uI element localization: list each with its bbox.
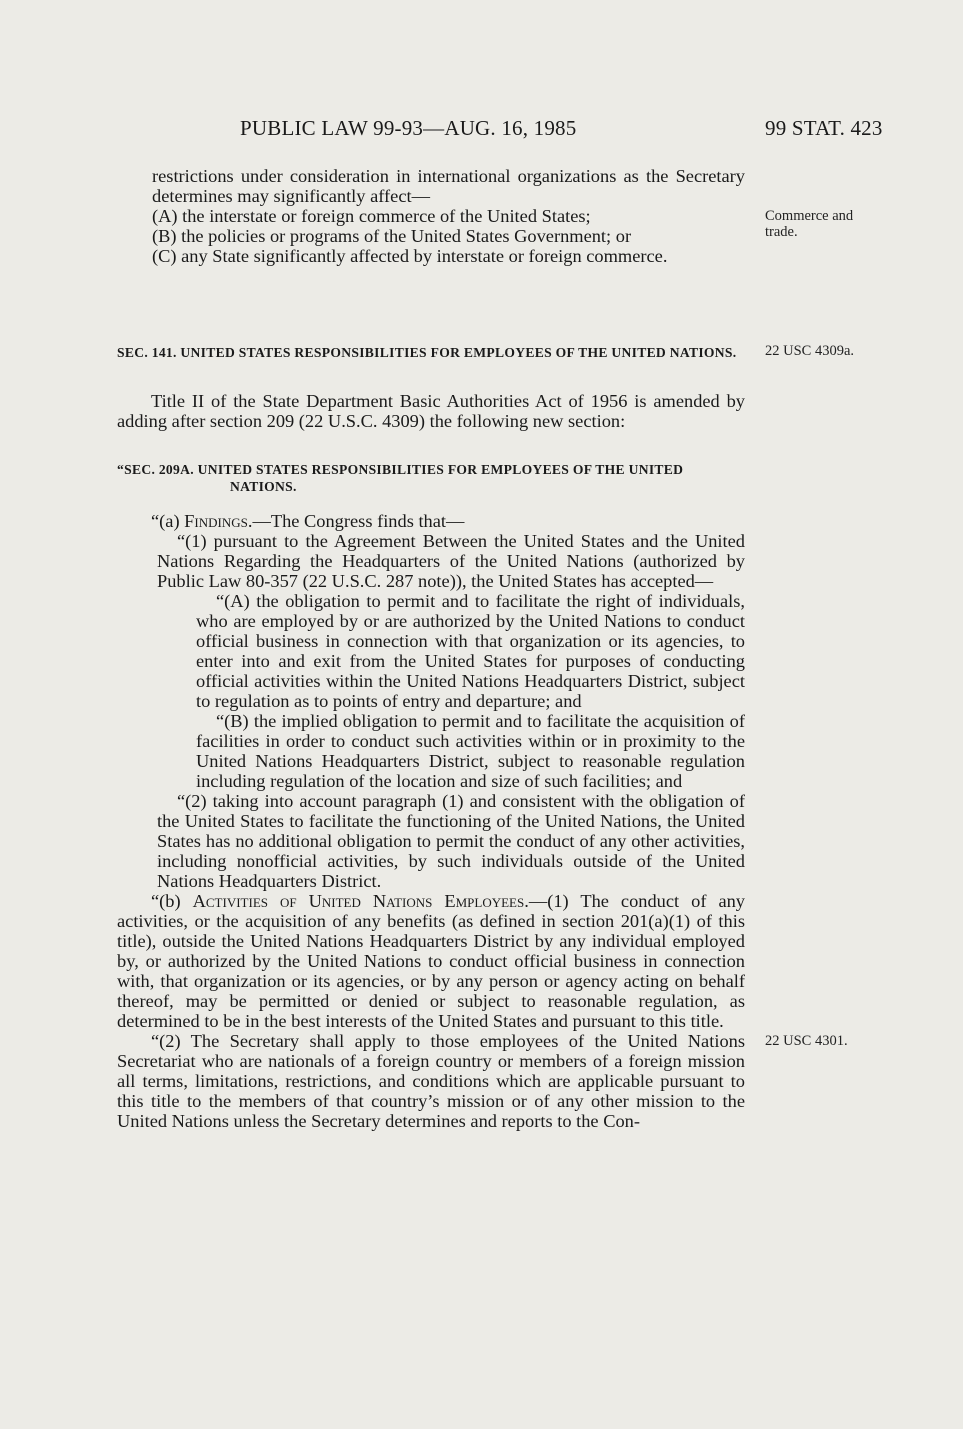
title-paragraph	[117, 391, 745, 431]
paragraph-2: “(2) taking into account paragraph (1) and consistent with the obligation of the United States to facilitate the functioning of the United Nations, the United States has no additional obligation to permit the conduct of any other activities, including nonofficial activities, by such individuals outside of the United Nations Headquarters District.	[157, 791, 745, 891]
margin-note-commerce	[765, 208, 853, 240]
margin-note-line: Commerce and	[765, 208, 854, 224]
subsection-b-1	[117, 891, 745, 1031]
subsection-b-rest: .—(1) The conduct of any activities, or the acquisition of any benefits (as defined in section 201(a)(1) of this title), outside the United Nations Headquarters District by any individual employed by, or authorized by the United Nations to conduct official business in connection with, that organization or its agencies, or by any person or agency acting on behalf thereof, may be permitted or denied or subject to reasonable regulation, as determined to be in the best interests of the United States and pursuant to this title.	[117, 891, 746, 1031]
main-body	[117, 511, 745, 1131]
margin-note-usc-4309a: 22 USC 4309a.	[765, 343, 855, 359]
subsection-b-heading: Activities of United Nations Employees	[192, 891, 525, 911]
section-209a-heading: “SEC. 209A. UNITED STATES RESPONSIBILITIES FOR EMPLOYEES OF THE UNITED NATIONS.	[117, 462, 684, 494]
margin-note-usc-4301: 22 USC 4301.	[765, 1033, 848, 1049]
subsection-b-2: “(2) The Secretary shall apply to those employees of the United Nations Secretariat who are nationals of a foreign country or members of a foreign mission all terms, limitations, restrictions, and conditions which are applicable pursuant to this title to the members of that country’s mission or of any other mission to the United Nations unless the Secretary determines and reports to the Con-	[117, 1031, 745, 1131]
item-b: (B) the policies or programs of the United States Government; or	[152, 226, 632, 246]
paragraph-1-a: “(A) the obligation to permit and to facilitate the right of individuals, who are employed by or are authorized by the United Nations to conduct official business in connection with that organization or its agencies, to enter into and exit from the United States for purposes of conducting official activities within the United Nations Headquarters District, subject to regulation as to points of entry and departure; and	[196, 591, 745, 711]
subsection-b-open: “(b)	[151, 891, 193, 911]
subsection-a-rest: .—The Congress finds that—	[247, 511, 465, 531]
subsection-a-heading: Findings	[184, 511, 248, 531]
paragraph-1-b: “(B) the implied obligation to permit and to facilitate the acquisition of facilities in order to conduct such activities within or in proximity to the United Nations Headquarters District, subject to reasonable regulation including regulation of the location and size of such facilities; and	[196, 711, 745, 791]
section-141-heading: SEC. 141. UNITED STATES RESPONSIBILITIES FOR EMPLOYEES OF THE UNITED NATIONS.	[117, 345, 737, 360]
subsection-a-open: “(a)	[151, 511, 185, 531]
continuation-block	[117, 166, 745, 266]
paragraph-1: “(1) pursuant to the Agreement Between the United States and the United Nations Regarding the Headquarters of the United Nations (authorized by Public Law 80-357 (22 U.S.C. 287 note)), the United States has accepted—	[157, 531, 745, 591]
item-a: (A) the interstate or foreign commerce of the United States;	[152, 206, 591, 226]
page-header-title: PUBLIC LAW 99-93—AUG. 16, 1985	[240, 116, 577, 140]
margin-note-line: trade.	[765, 224, 798, 240]
page-header-stat: 99 STAT. 423	[765, 116, 883, 140]
subsection-a-intro	[117, 511, 745, 531]
title-paragraph-text: Title II of the State Department Basic Authorities Act of 1956 is amended by adding after section 209 (22 U.S.C. 4309) the following new section:	[117, 391, 745, 431]
item-c: (C) any State significantly affected by interstate or foreign commerce.	[152, 246, 668, 266]
continuation-text: restrictions under consideration in international organizations as the Secretary determines may significantly affect—	[152, 166, 745, 206]
